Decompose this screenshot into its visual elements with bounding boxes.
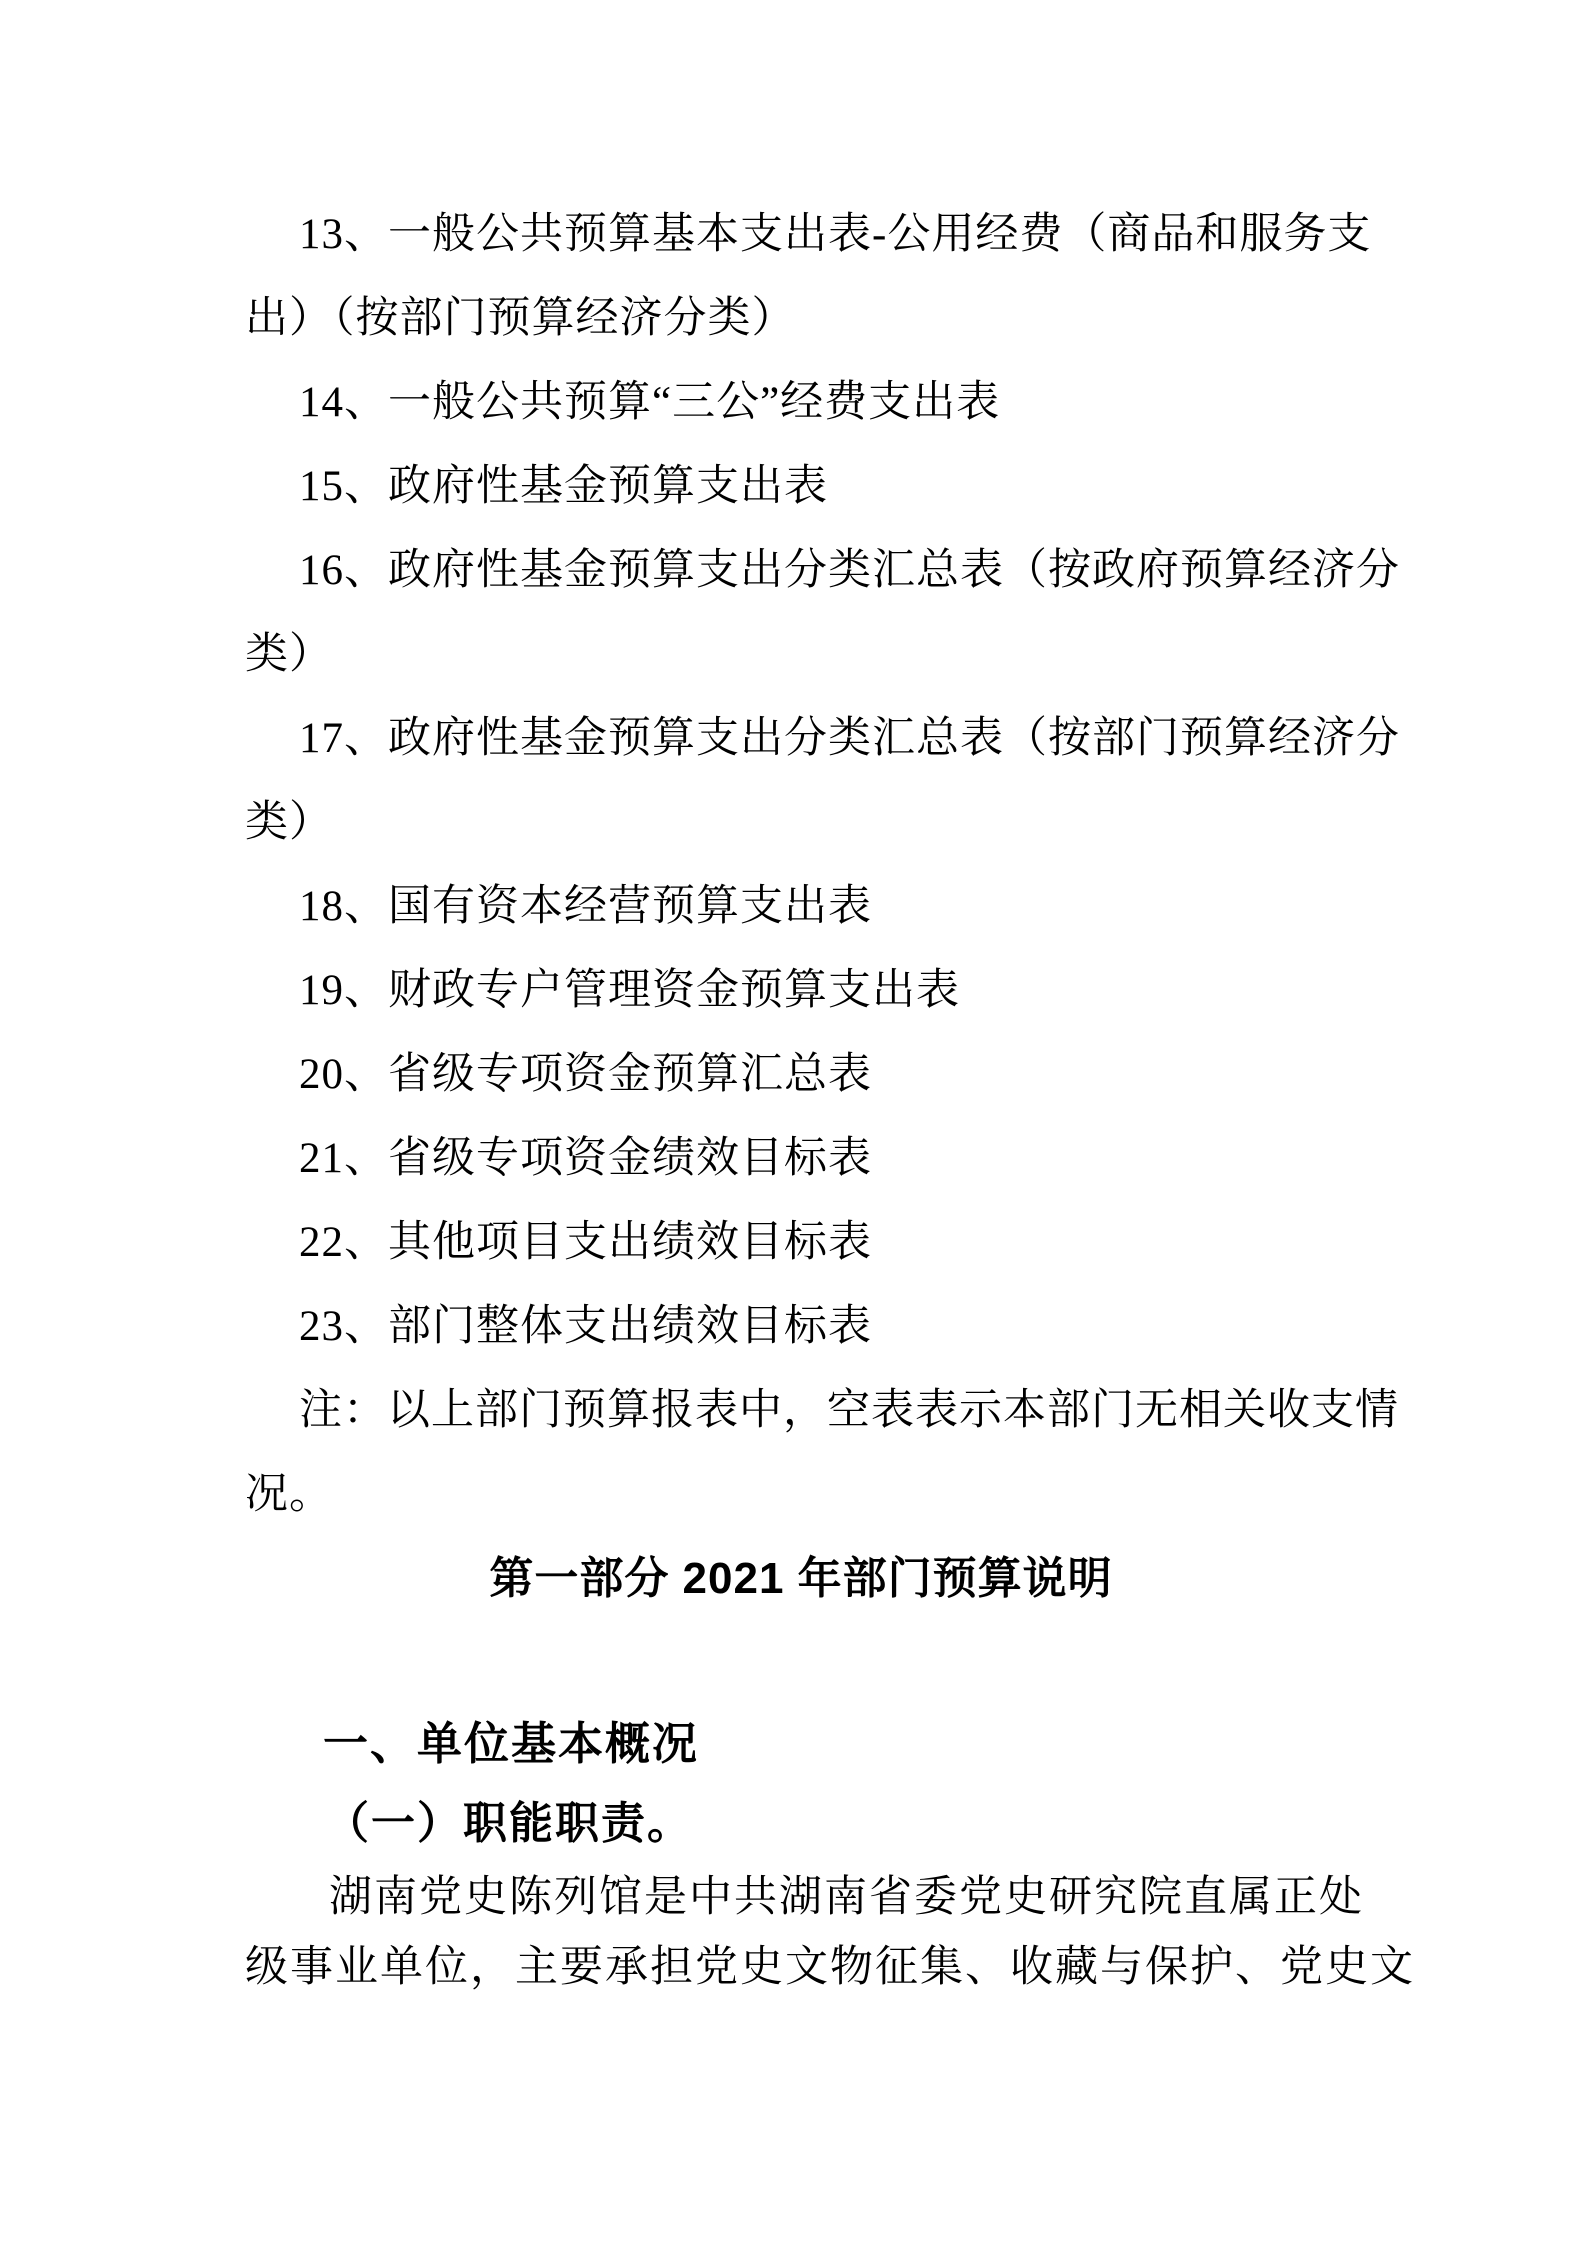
list-item-13: 13、一般公共预算基本支出表-公用经费（商品和服务支 xyxy=(299,211,1372,258)
part-one-title: 第一部分 2021 年部门预算说明 xyxy=(489,1554,1113,1603)
list-item-19: 19、财政专户管理资金预算支出表 xyxy=(299,967,960,1014)
list-item-15: 15、政府性基金预算支出表 xyxy=(299,463,828,510)
section-one-heading: 一、单位基本概况 xyxy=(323,1718,700,1769)
note-line-continuation: 况。 xyxy=(245,1471,333,1518)
list-item-20: 20、省级专项资金预算汇总表 xyxy=(299,1051,872,1098)
note-line: 注：以上部门预算报表中，空表表示本部门无相关收支情 xyxy=(299,1387,1399,1434)
list-item-14: 14、一般公共预算“三公”经费支出表 xyxy=(299,379,1001,426)
paragraph-line-1: 湖南党史陈列馆是中共湖南省委党史研究院直属正处 xyxy=(329,1874,1364,1921)
list-item-17: 17、政府性基金预算支出分类汇总表（按部门预算经济分 xyxy=(299,715,1400,762)
list-item-21: 21、省级专项资金绩效目标表 xyxy=(299,1135,872,1182)
list-item-18: 18、国有资本经营预算支出表 xyxy=(299,883,872,930)
list-item-23: 23、部门整体支出绩效目标表 xyxy=(299,1303,872,1350)
list-item-22: 22、其他项目支出绩效目标表 xyxy=(299,1219,872,1266)
list-item-16: 16、政府性基金预算支出分类汇总表（按政府预算经济分 xyxy=(299,547,1400,594)
list-item-17-continuation: 类） xyxy=(245,799,333,846)
list-item-13-continuation: 出）（按部门预算经济分类） xyxy=(245,295,796,342)
paragraph-line-2: 级事业单位，主要承担党史文物征集、收藏与保护、党史文 xyxy=(245,1944,1415,1991)
list-item-16-continuation: 类） xyxy=(245,631,333,678)
subsection-one-heading: （一）职能职责。 xyxy=(325,1799,693,1848)
